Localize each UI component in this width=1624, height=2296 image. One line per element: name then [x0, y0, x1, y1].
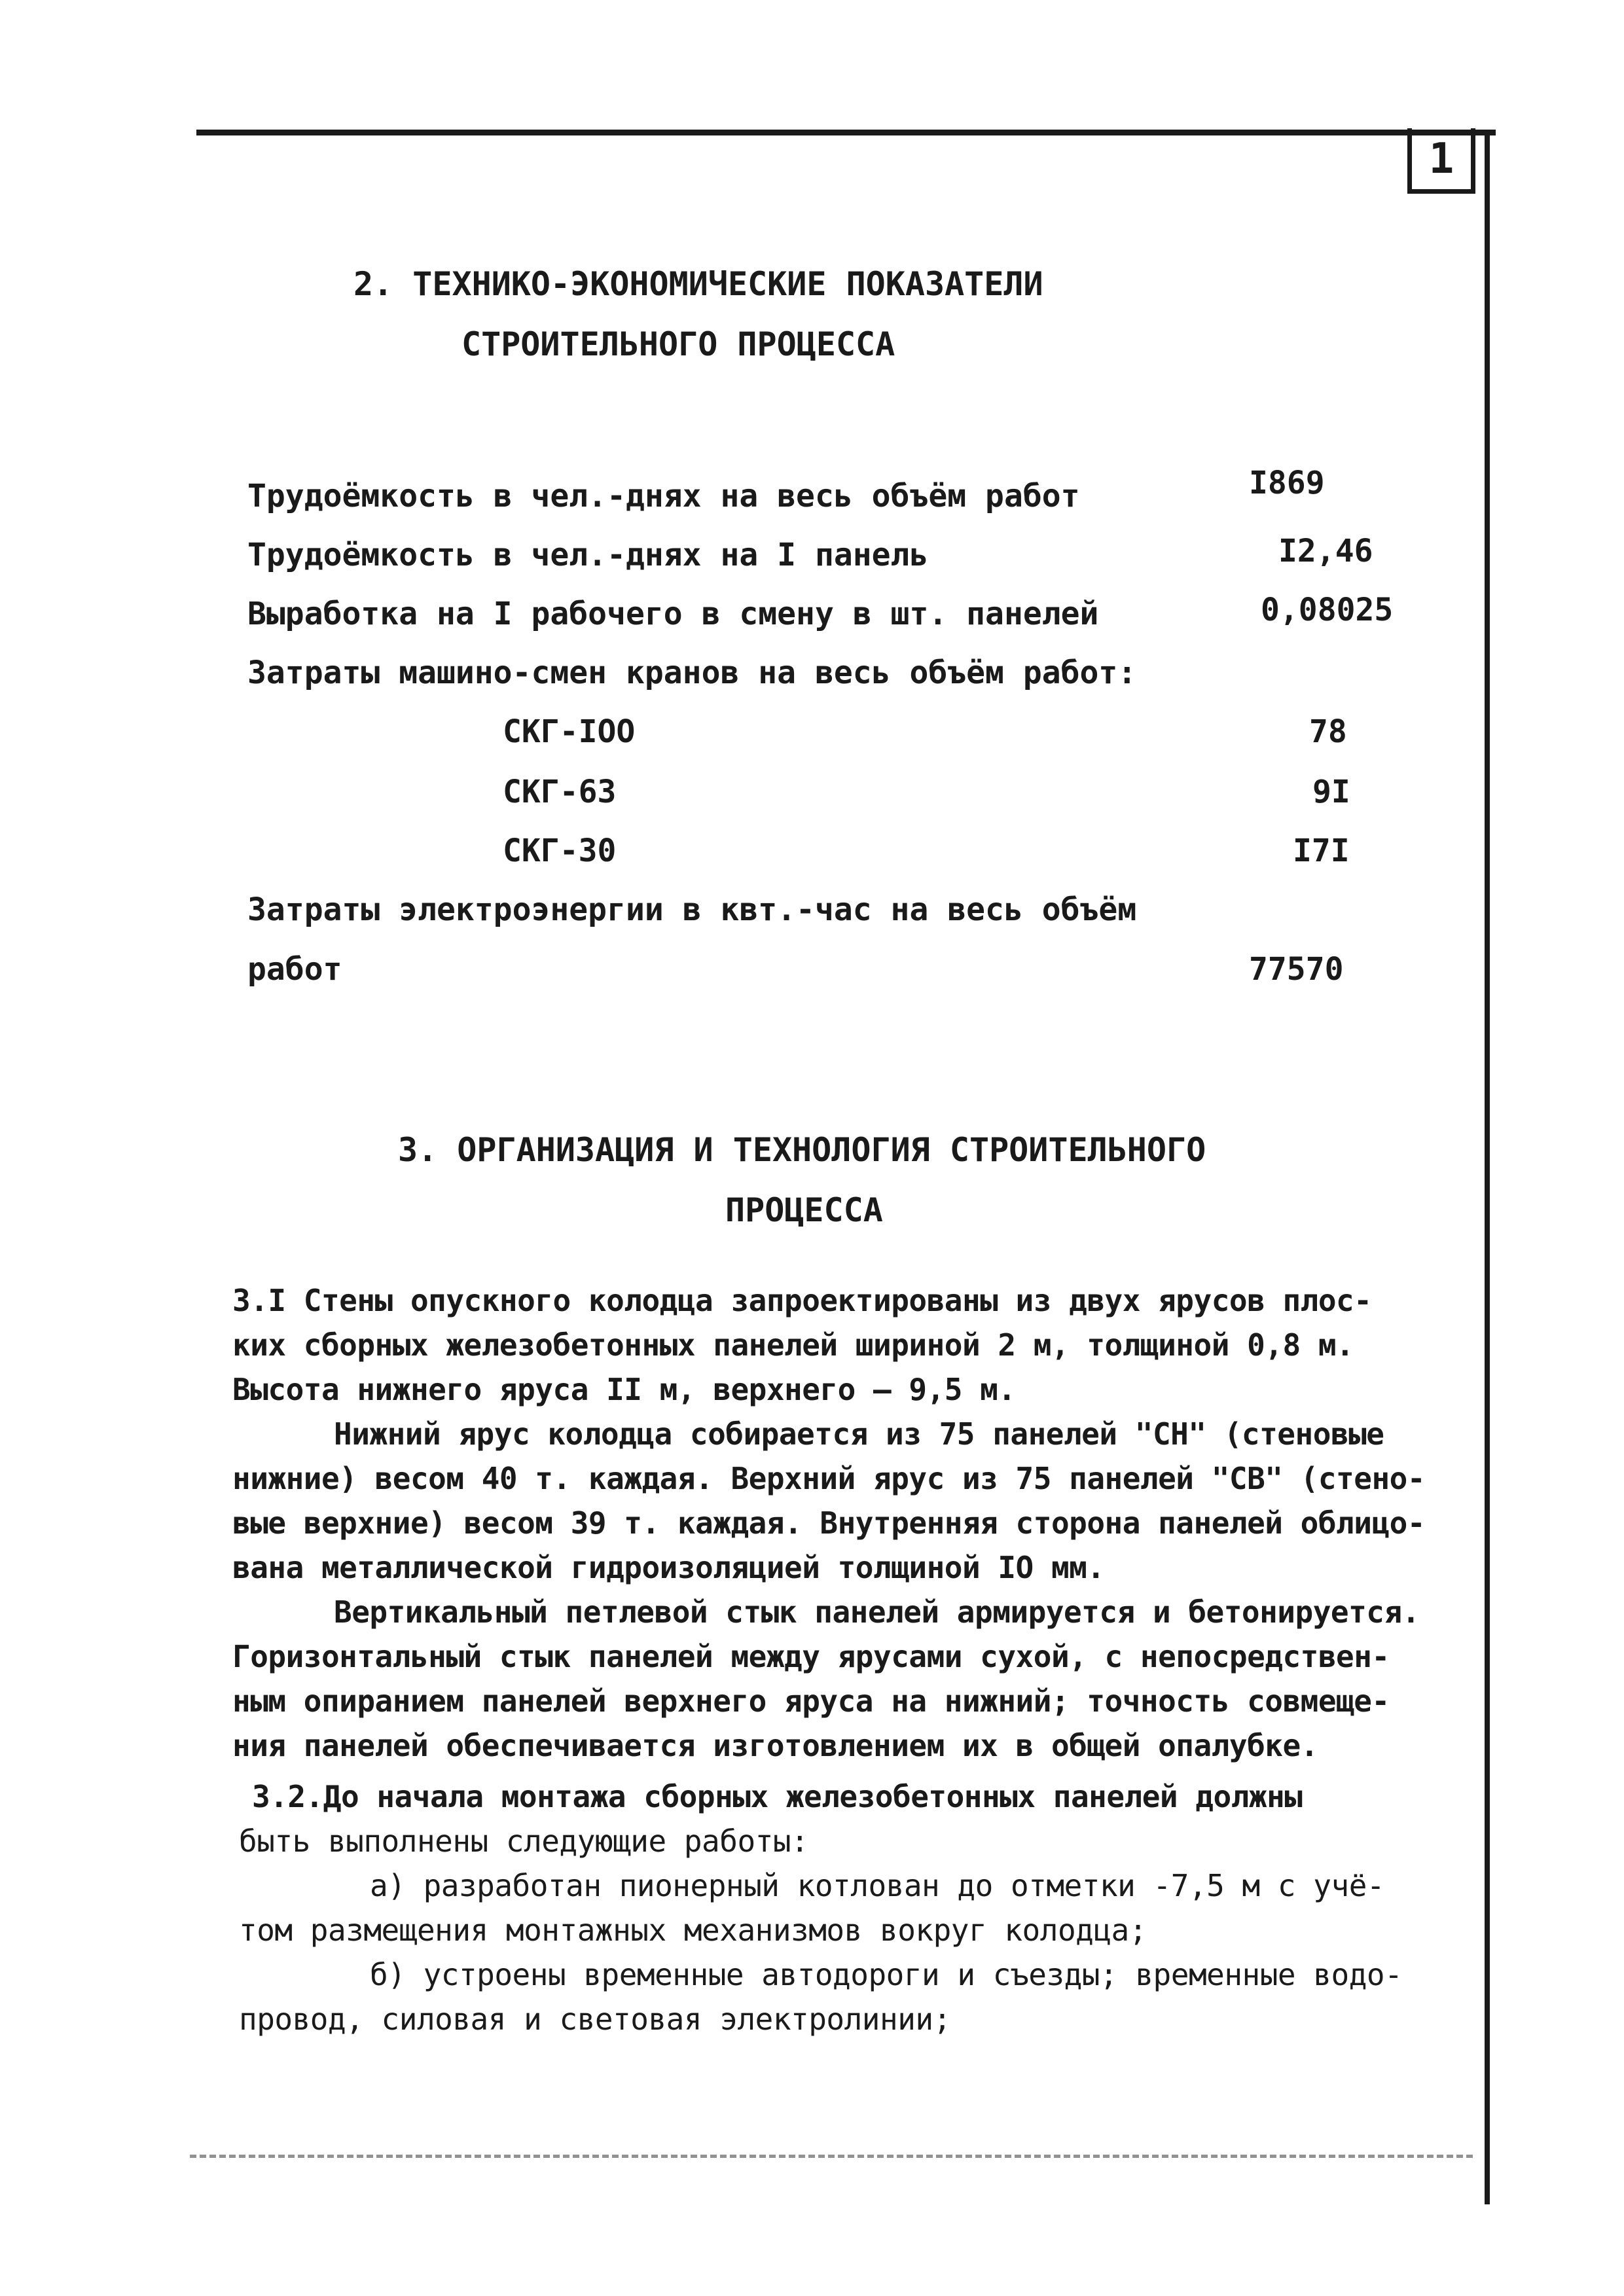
indicator-output	[247, 592, 1413, 641]
crane-name: СКГ-IOO	[503, 713, 636, 750]
top-frame-line	[196, 130, 1496, 135]
paragraph-line: Вертикальный петлевой стык панелей армируется и бетонируется.	[334, 1594, 1420, 1630]
indicator-crane-header	[247, 655, 1413, 700]
paragraph-line: Нижний ярус колодца собирается из 75 панелей "СН" (стеновые	[334, 1416, 1384, 1452]
section2-title-line2: СТРОИТЕЛЬНОГО ПРОЦЕССА	[461, 325, 895, 363]
indicator-energy-cont	[247, 951, 1413, 997]
paragraph-line: нижние) весом 40 т. каждая. Верхний ярус из 75 панелей "СВ" (стено-	[232, 1461, 1426, 1496]
paragraph-line: вана металлической гидроизоляцией толщиной IO мм.	[232, 1550, 1105, 1585]
indicator-energy	[247, 891, 1413, 937]
paragraph-line: ния панелей обеспечивается изготовлением их в общей опалубке.	[232, 1728, 1318, 1763]
paragraph-line: 3.2.До начала монтажа сборных железобетонных панелей должны	[252, 1779, 1303, 1814]
indicator-label: Трудоёмкость в чел.-днях на весь объём работ	[247, 478, 1080, 514]
paragraph-line: быть выполнены следующие работы:	[239, 1823, 809, 1859]
indicator-label: Трудоёмкость в чел.-днях на I панель	[247, 537, 929, 573]
indicator-label: Выработка на I рабочего в смену в шт. панелей	[247, 596, 1099, 632]
crane-value: I7I	[1293, 833, 1350, 869]
indicator-value: I2,46	[1278, 533, 1373, 569]
section2-title-line1: 2. ТЕХНИКО-ЭКОНОМИЧЕСКИЕ ПОКАЗАТЕЛИ	[353, 265, 1043, 303]
indicator-labor-panel	[247, 533, 1413, 583]
paragraph-line: том размещения монтажных механизмов вокруг колодца;	[239, 1912, 1147, 1948]
paragraph-line: Горизонтальный стык панелей между ярусами сухой, с непосредствен-	[232, 1639, 1390, 1674]
bottom-scan-line	[190, 2155, 1473, 2161]
paragraph-line: ких сборных железобетонных панелей шириной 2 м, толщиной 0,8 м.	[232, 1327, 1354, 1363]
paragraph-line: ным опиранием панелей верхнего яруса на нижний; точность совмеще-	[232, 1683, 1390, 1719]
indicator-value: 0,08025	[1261, 592, 1394, 628]
indicator-value: I869	[1249, 465, 1325, 501]
paragraph-line: 3.I Стены опускного колодца запроектированы из двух ярусов плос-	[232, 1283, 1372, 1318]
crane-name: СКГ-63	[503, 774, 617, 810]
indicator-label: работ	[247, 951, 342, 988]
right-frame-line	[1485, 130, 1490, 2204]
crane-value: 78	[1309, 713, 1347, 750]
paragraph-line: б) устроены временные автодороги и съезды; временные водо-	[370, 1957, 1403, 1992]
paragraph-line: а) разработан пионерный котлован до отметки -7,5 м с учё-	[370, 1868, 1385, 1903]
paragraph-line: провод, силовая и световая электролинии;	[239, 2001, 951, 2037]
section3-title-line1: 3. ОРГАНИЗАЦИЯ И ТЕХНОЛОГИЯ СТРОИТЕЛЬНОГО	[398, 1131, 1206, 1169]
section3-title-line2: ПРОЦЕССА	[725, 1191, 883, 1229]
indicator-value: 77570	[1249, 951, 1344, 988]
page-number: 1	[1407, 128, 1475, 194]
indicator-label: Затраты машино-смен кранов на весь объём работ:	[247, 655, 1137, 691]
paragraph-line: вые верхние) весом 39 т. каждая. Внутренняя сторона панелей облицо-	[232, 1505, 1426, 1541]
indicator-labor-total	[247, 465, 1413, 524]
crane-value: 9I	[1312, 774, 1350, 810]
crane-name: СКГ-30	[503, 833, 617, 869]
paragraph-line: Высота нижнего яруса II м, верхнего – 9,5 м.	[232, 1372, 1016, 1407]
indicator-label: Затраты электроэнергии в квт.-час на весь объём	[247, 891, 1137, 928]
